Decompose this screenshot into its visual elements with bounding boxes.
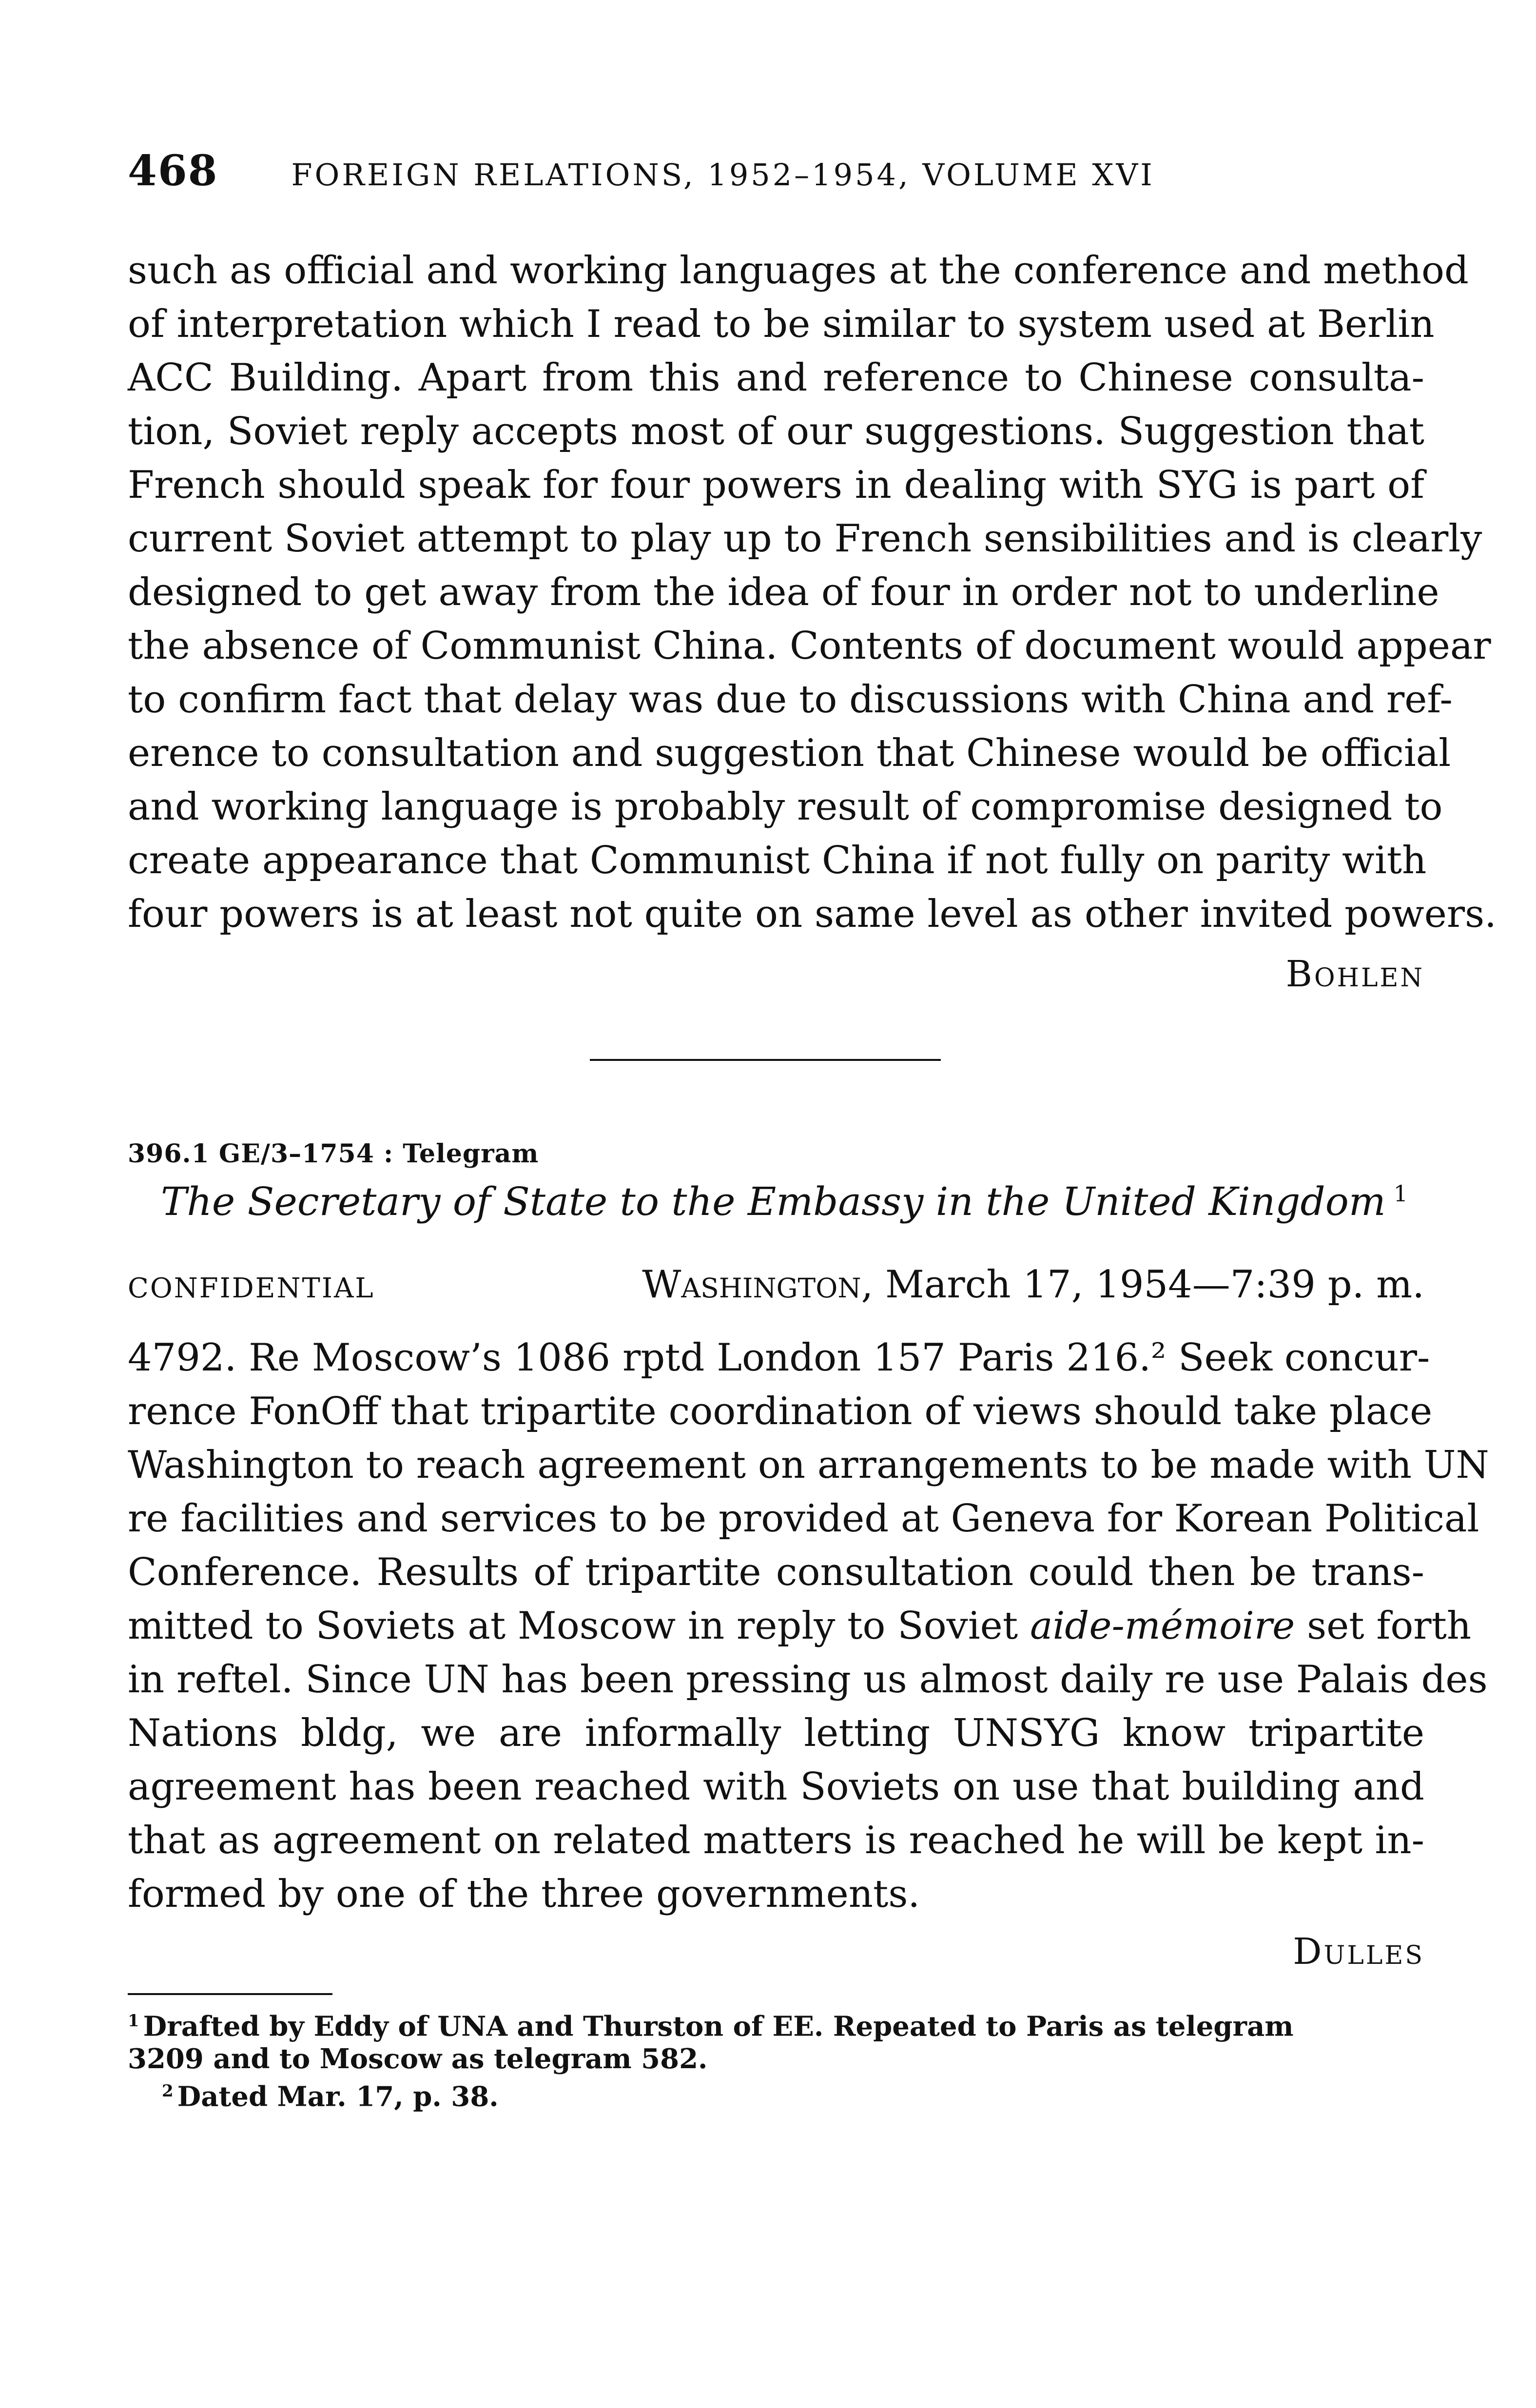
- text-line: tion, Soviet reply accepts most of our suggestions. Suggestion that: [128, 410, 1424, 453]
- text-line: French should speak for four powers in dealing with SYG is part of: [128, 463, 1424, 507]
- telegram-body: [128, 1331, 1489, 1921]
- section-divider: [590, 1059, 941, 1061]
- text-line: re facilities and services to be provided at Geneva for Korean Political: [128, 1497, 1479, 1541]
- text-line: to confirm fact that delay was due to discussions with China and ref-: [128, 678, 1453, 722]
- document-title: [161, 1179, 1428, 1224]
- running-title: FOREIGN RELATIONS, 1952–1954, VOLUME XVI: [291, 157, 1155, 193]
- dateline: [642, 1263, 1424, 1307]
- text-line: four powers is at least not quite on same level as other invited powers.: [128, 892, 1497, 936]
- text-line: that as agreement on related matters is reached he will be kept in-: [128, 1819, 1424, 1862]
- footnote-1-continuation: 3209 and to Moscow as telegram 582.: [128, 2042, 708, 2075]
- footnote-mark: 1: [128, 2011, 139, 2031]
- footnotes: [128, 2005, 1424, 2113]
- text-line: the absence of Communist China. Contents of document would appear: [128, 624, 1491, 668]
- italic-phrase: aide-mémoire: [1030, 1604, 1295, 1648]
- signature-dulles: [1293, 1931, 1424, 1973]
- classification-label: CONFIDENTIAL: [128, 1273, 375, 1304]
- footnote-1: [128, 2005, 1424, 2043]
- text-line: Washington to reach agreement on arrangements to be made with UN: [128, 1443, 1489, 1487]
- text-line: erence to consultation and suggestion that Chinese would be official: [128, 731, 1451, 775]
- text-line: such as official and working languages at the conference and method: [128, 249, 1469, 293]
- text-line: create appearance that Communist China if not fully on parity with: [128, 839, 1427, 882]
- signature-bohlen: [1286, 953, 1424, 995]
- footnote-marker: 1: [1393, 1180, 1408, 1207]
- text-line: current Soviet attempt to play up to French sensibilities and is clearly: [128, 517, 1482, 561]
- page-number: 468: [128, 146, 218, 196]
- text-line: ACC Building. Apart from this and reference to Chinese consulta-: [128, 356, 1424, 400]
- dateline-date: March 17, 1954—7:39 p. m.: [885, 1263, 1424, 1307]
- footnote-rule: [128, 1993, 332, 1995]
- text-line: in reftel. Since UN has been pressing us almost daily re use Palais des: [128, 1658, 1488, 1702]
- dateline-place: Washington,: [642, 1263, 874, 1307]
- text-line: Nations bldg, we are informally letting UNSYG know tripartite: [128, 1711, 1424, 1755]
- signature-text: Bohlen: [1285, 953, 1424, 995]
- text-line: agreement has been reached with Soviets on use that building and: [128, 1765, 1424, 1809]
- footnote-mark: 2: [162, 2081, 174, 2101]
- running-head: [128, 146, 1424, 200]
- first-document-body: [128, 244, 1497, 941]
- text-line: and working language is probably result of compromise designed to: [128, 785, 1443, 829]
- text-line: rence FonOff that tripartite coordination of views should take place: [128, 1390, 1433, 1433]
- text-line: 4792. Re Moscow’s 1086 rptd London 157 Paris 216.² Seek concur-: [128, 1336, 1430, 1380]
- footnote-text: Drafted by Eddy of UNA and Thurston of EE. Repeated to Paris as telegram: [143, 2010, 1294, 2043]
- document-title-text: The Secretary of State to the Embassy in the United Kingdom: [161, 1179, 1386, 1224]
- text-line: designed to get away from the idea of four in order not to underline: [128, 570, 1439, 614]
- text-line: of interpretation which I read to be similar to system used at Berlin: [128, 302, 1435, 346]
- footnote-2: [128, 2075, 1424, 2113]
- signature-text: Dulles: [1293, 1931, 1424, 1973]
- text-line: formed by one of the three governments.: [128, 1872, 920, 1916]
- text-line: Conference. Results of tripartite consultation could then be trans-: [128, 1550, 1424, 1594]
- text-line: mitted to Soviets at Moscow in reply to Soviet aide-mémoire set forth: [128, 1604, 1472, 1648]
- footnote-text: Dated Mar. 17, p. 38.: [177, 2080, 499, 2113]
- file-reference: 396.1 GE/3–1754 : Telegram: [128, 1139, 539, 1169]
